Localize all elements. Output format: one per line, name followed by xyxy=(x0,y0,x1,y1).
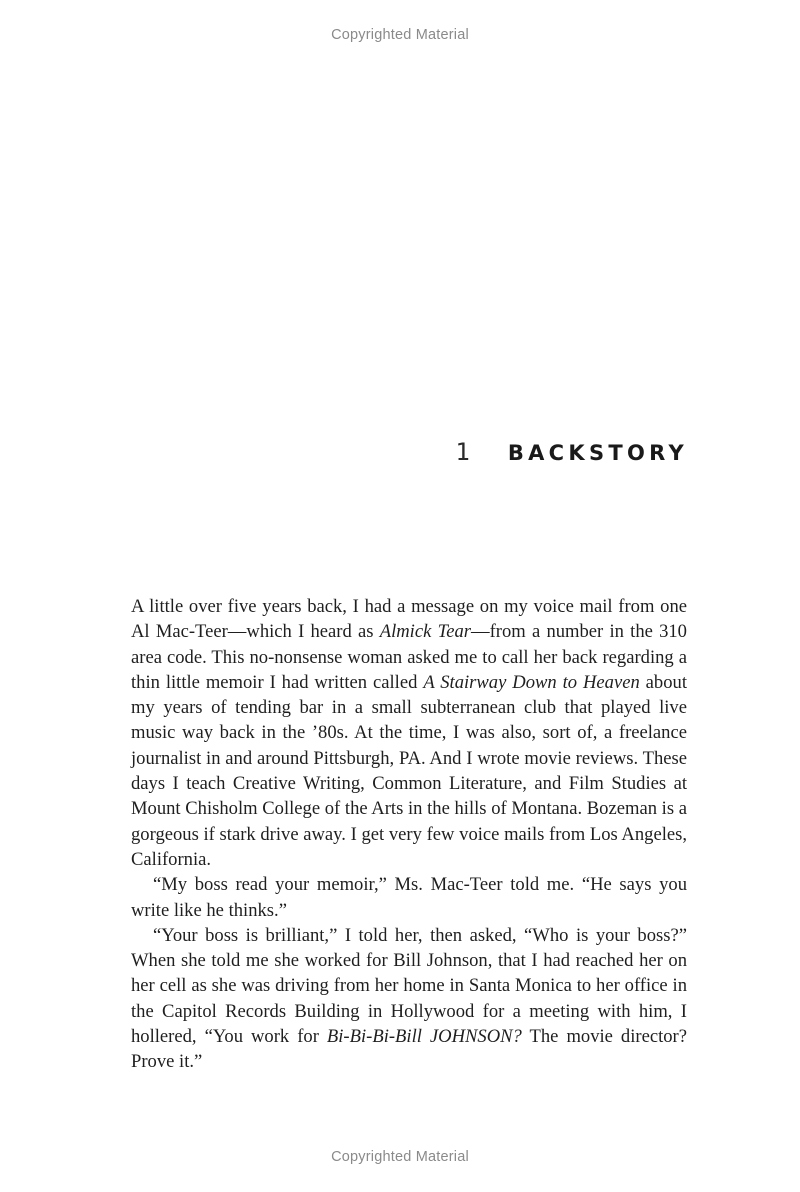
copyright-watermark-top: Copyrighted Material xyxy=(331,27,469,43)
paragraph-2: “My boss read your memoir,” Ms. Mac-Teer told me. “He says you write like he thinks.” xyxy=(131,874,687,921)
italic-exclamation: Bi-Bi-Bi-Bill JOHNSON? xyxy=(326,1026,522,1048)
book-title: A Stairway Down to Heaven xyxy=(423,671,640,693)
paragraph-1: A little over five years back, I had a message on my voice mail from one Al Mac-Teer—which I heard as Almick Tear—from a number in the 310 area code. This no-nonsense woman asked me to call her back regarding a thin little memoir I had written called A Stairway Down to Heaven about my years of tending bar in a small subterranean club that played live music way back in the ’80s. At the time, I was also, sort of, a freelance journalist in and around Pittsburgh, PA. And I wrote movie reviews. These days I teach Creative Writing, Common Literature, and Film Studies at Mount Chisholm College of the Arts in the hills of Montana. Bozeman is a gorgeous if stark drive away. I get very few voice mails from Los Angeles, California. xyxy=(131,596,687,870)
chapter-title: BACKSTORY xyxy=(507,441,688,465)
chapter-body xyxy=(131,594,687,1075)
chapter-number: 1 xyxy=(455,438,470,466)
chapter-heading xyxy=(455,438,688,466)
italic-name: Almick Tear xyxy=(379,621,471,643)
copyright-watermark-bottom: Copyrighted Material xyxy=(331,1149,469,1165)
paragraph-3: “Your boss is brilliant,” I told her, then asked, “Who is your boss?” When she told me she worked for Bill Johnson, that I had reached her on her cell as she was driving from her home in Santa Monica to her office in the Capitol Records Building in Hollywood for a meeting with him, I hollered, “You work for Bi-Bi-Bi-Bill JOHNSON? The movie director? Prove it.” xyxy=(131,924,687,1073)
